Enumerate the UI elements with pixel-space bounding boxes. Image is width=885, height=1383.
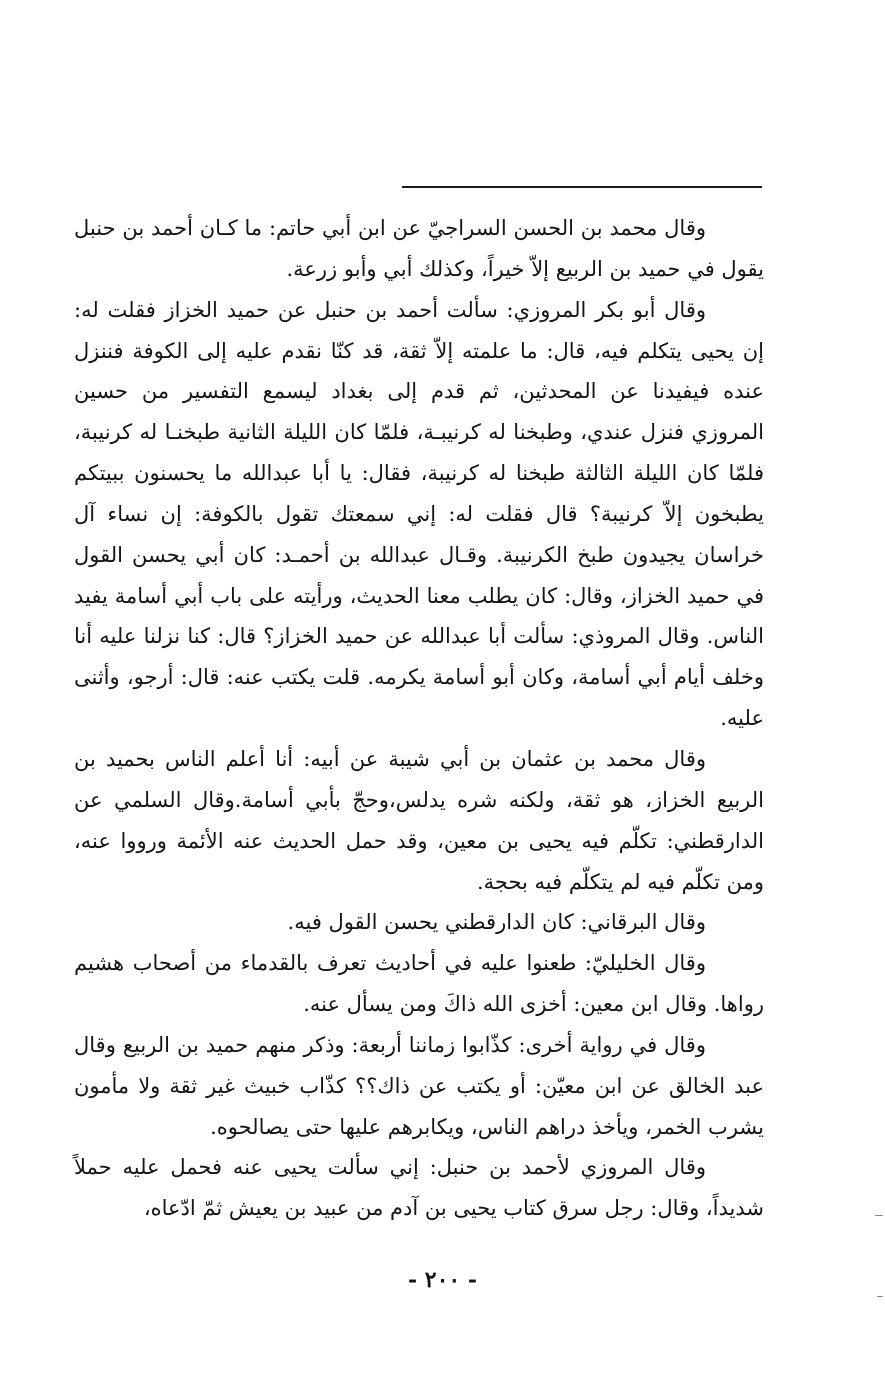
scan-edge-mark xyxy=(877,1296,883,1297)
paragraph-1: وقال محمد بن الحسن السراجيّ عن ابن أبي حاتم: ما كـان أحمد بن حنبل يقول في حميد بن الربيع إلاّ خيراً، وكذلك أبي وأبو زرعة. xyxy=(74,216,764,281)
footnote-text-block xyxy=(74,208,764,1229)
paragraph-6: وقال في رواية أخرى: كذّابوا زماننا أربعة: وذكر منهم حميد بن الربيع وقال عبد الخالق عن ابن معيّن: أو يكتب عن ذاك؟؟ كذّاب خبيث غير ثقة ولا مأمون يشرب الخمر، ويأخذ دراهم الناس، ويكابرهم عليها حتى يصالحوه. xyxy=(74,1032,764,1139)
paragraph-3: وقال محمد بن عثمان بن أبي شيبة عن أبيه: أنا أعلم الناس بحميد بن الربيع الخزاز، هو ثقة، ولكنه شره يدلس،وحجّ بأبي أسامة.وقال السلمي عن الدارقطني: تكلّم فيه يحيى بن معين، وقد حمل الحديث عنه الأئمة ورووا عنه، ومن تكلّم فيه لم يتكلّم فيه بحجة. xyxy=(74,746,764,894)
paragraph-2: وقال أبو بكر المروزي: سألت أحمد بن حنبل عن حميد الخزاز فقلت له: إن يحيى يتكلم فيه، قال: ما علمته إلاّ ثقة، قد كنّا نقدم عليه إلى الكوفة فننزل عنده فيفيدنا عن المحدثين، ثم قدم إلى بغداد ليسمع التفسير من حسين المروزي فنزل عندي، وطبخنا له كرنيبـة، فلمّا كان الليلة الثانية طبخنـا له كرنيبة، فلمّا كان الليلة الثالثة طبخنا له كرنيبة، فقال: يا أبا عبدالله ما يحسنون ببيتكم يطبخون إلاّ كرنيبة؟ قال فقلت له: إني سمعتك تقول بالكوفة: إن نساء آل خراسان يجيدون طبخ الكرنيبة. وقـال عبدالله بن أحمـد: كان أبي يحسن القول في حميد الخزاز، وقال: كان يطلب معنا الحديث، ورأيته على باب أبي أسامة يفيد الناس. وقال المروذي: سألت أبا عبدالله عن حميد الخزاز؟ قال: كنا نزلنا عليه أنا وخلف أيام أبي أسامة، وكان أبو أسامة يكرمه. قلت يكتب عنه: قال: أرجو، وأثنى عليه. xyxy=(74,297,764,731)
footnote-separator-rule xyxy=(402,186,762,188)
paragraph-7: وقال المروزي لأحمد بن حنبل: إني سألت يحيى عنه فحمل عليه حملاً شديداً، وقال: رجل سرق كتاب يحيى بن آدم من عبيد بن يعيش ثمّ ادّعاه، xyxy=(74,1155,764,1221)
paragraph-4: وقال البرقاني: كان الدارقطني يحسن القول فيه. xyxy=(287,910,706,935)
page-number: - ٢٠٠ - xyxy=(407,1267,478,1293)
paragraph-5: وقال الخليليّ: طعنوا عليه في أحاديث تعرف بالقدماء من أصحاب هشيم رواها. وقال ابن معين: أخزى الله ذاكَ ومن يسأل عنه. xyxy=(74,951,764,1017)
scan-edge-mark xyxy=(875,1215,883,1216)
